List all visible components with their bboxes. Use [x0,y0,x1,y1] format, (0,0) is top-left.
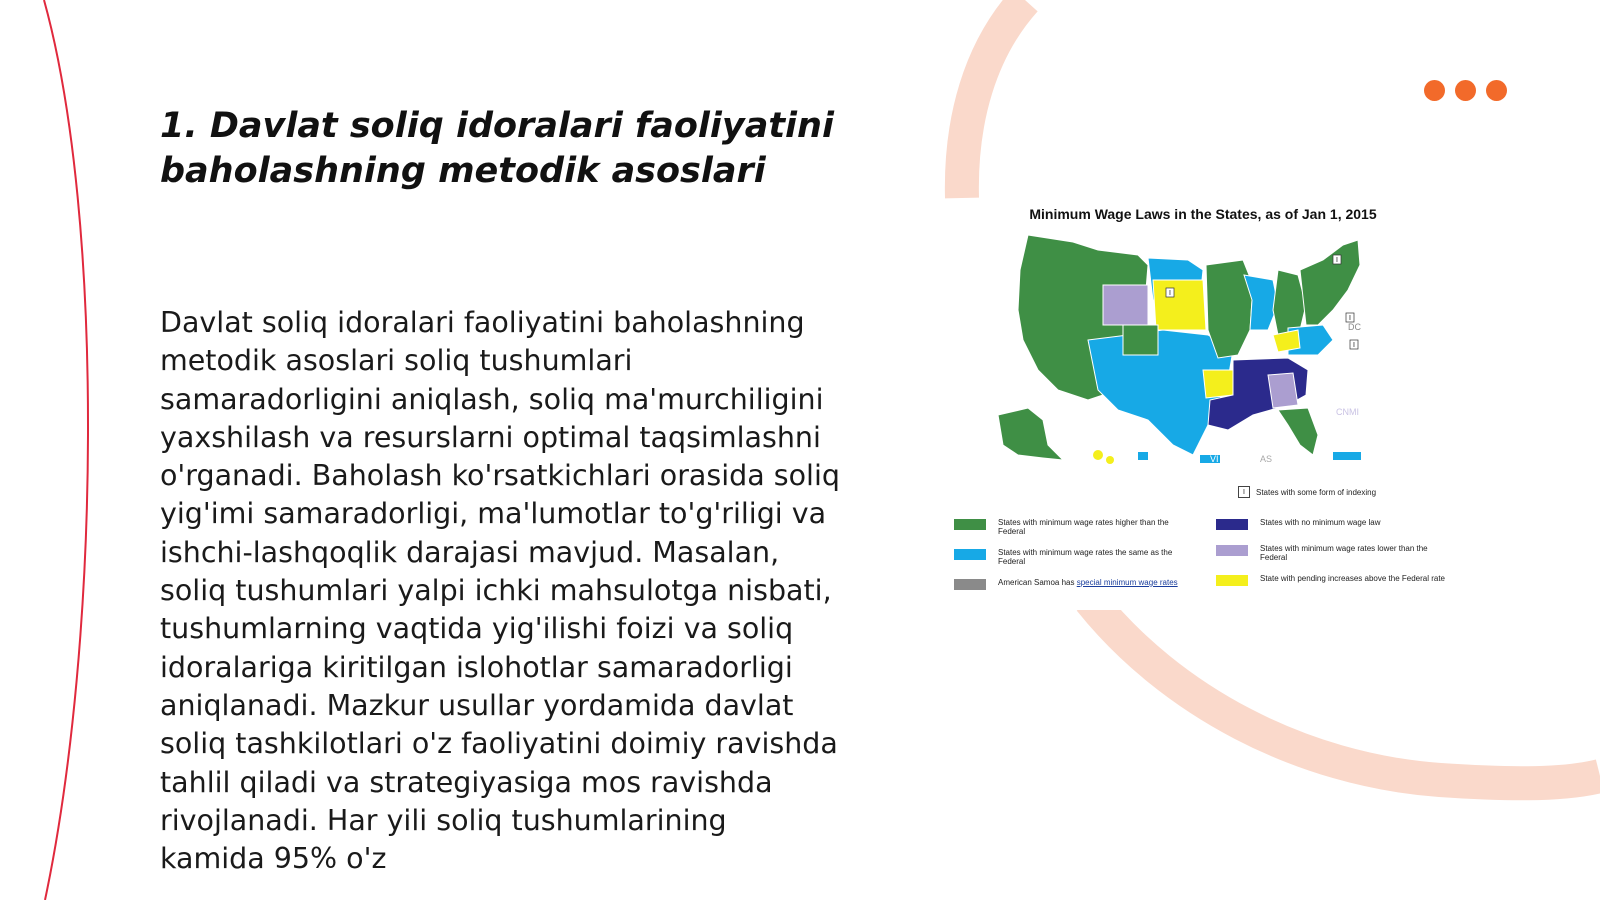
map-region-lavender-west [1103,285,1148,325]
orange-dot [1486,80,1507,101]
index-marker: I [1336,257,1338,264]
map-region-midwest-green [1206,260,1253,358]
index-marker: I [1353,342,1355,349]
map-label-dc: DC [1348,322,1361,332]
map-region-yellow-plains [1153,280,1206,330]
map-territory-gu [1138,452,1148,460]
left-red-curve [44,0,88,900]
slide-body-text: Davlat soliq idoralari faoliyatini baholashning metodik asoslari soliq tushumlari samaradorligini aniqlash, soliq ma'murchiligini yaxshilash va resurslarni optimal taqsimlashni o'rganadi. Baholash ko'rsatkichlari orasida soliq yig'imi samaradorligi, ma'lumotlar to'g'riligi va ishchi-lashqoqlik darajasi mavjud. Masalan, soliq tushumlari yalpi ichki mahsulotga nisbati, tushumlarning vaqtida yig'ilishi foizi va soliq idoralariga kiritilgan islohotlar samaradorligi aniqlanadi. Mazkur usullar yordamida davlat soliq tashkilotlari o'z faoliyatini doimiy ravishda tahlil qiladi va strategiyasiga mos ravishda rivojlanadi. Har yili soliq tushumlarining kamida 95% o'z [160,306,840,876]
peach-arc-top [962,0,1025,198]
orange-dot [1424,80,1445,101]
legend-label-text: American Samoa has [998,578,1075,587]
peach-arc-bottom [1090,600,1600,783]
legend-swatch [1216,545,1248,556]
slide-title: 1. Davlat soliq idoralari faoliyatini baholashning metodik asoslari [160,106,834,191]
legend-item [954,518,1194,536]
legend-swatch [954,579,986,590]
legend-item [1216,544,1456,562]
map-region-kentucky-yellow [1273,330,1300,352]
map-region-georgia-lavender [1268,373,1298,408]
map-region-florida-green [1278,408,1318,455]
legend-label: States with no minimum wage law [1260,518,1381,527]
map-region-alaska-green [998,408,1063,460]
map-region-northeast-green [1300,240,1360,325]
map-label-gu: GU [1148,460,1162,470]
legend-item [954,548,1194,566]
slide-dots [1424,80,1507,101]
special-minimum-wage-link[interactable]: special minimum wage rates [1076,578,1178,587]
legend-item [954,578,1194,590]
map-title: Minimum Wage Laws in the States, as of Jan 1, 2015 [1029,206,1377,222]
index-marker: I [1349,315,1351,322]
legend-label: States with minimum wage rates the same as the Federal [998,548,1173,566]
legend-label: States with minimum wage rates lower than the Federal [1260,544,1428,562]
legend-label [998,578,1178,587]
map-label-as: AS [1260,454,1273,464]
legend-label: State with pending increases above the Federal rate [1260,574,1446,583]
map-region-hawaii-yellow [1093,450,1103,460]
map-label-vi: VI [1210,454,1219,464]
indexing-legend [1238,486,1376,498]
us-states-map [988,230,1378,480]
minimum-wage-map-figure [948,200,1458,610]
legend-swatch [954,519,986,530]
map-region-arkansas-yellow [1203,370,1233,398]
legend-swatch [954,549,986,560]
orange-dot [1455,80,1476,101]
index-marker-box: I [1238,486,1250,498]
legend-label: States with minimum wage rates higher than the Federal [998,518,1169,536]
map-region-hawaii-yellow [1106,456,1114,464]
map-label-cnmi: CNMI [1336,407,1359,417]
map-region-colorado-green [1123,325,1158,355]
legend-swatch [1216,519,1248,530]
map-territory-pr [1333,452,1361,460]
map-label-pr: PR [1343,460,1356,470]
legend-swatch [1216,575,1248,586]
index-marker: I [1169,290,1171,297]
legend-item [1216,574,1456,586]
legend-item [1216,518,1456,530]
indexing-legend-label: States with some form of indexing [1256,487,1377,497]
